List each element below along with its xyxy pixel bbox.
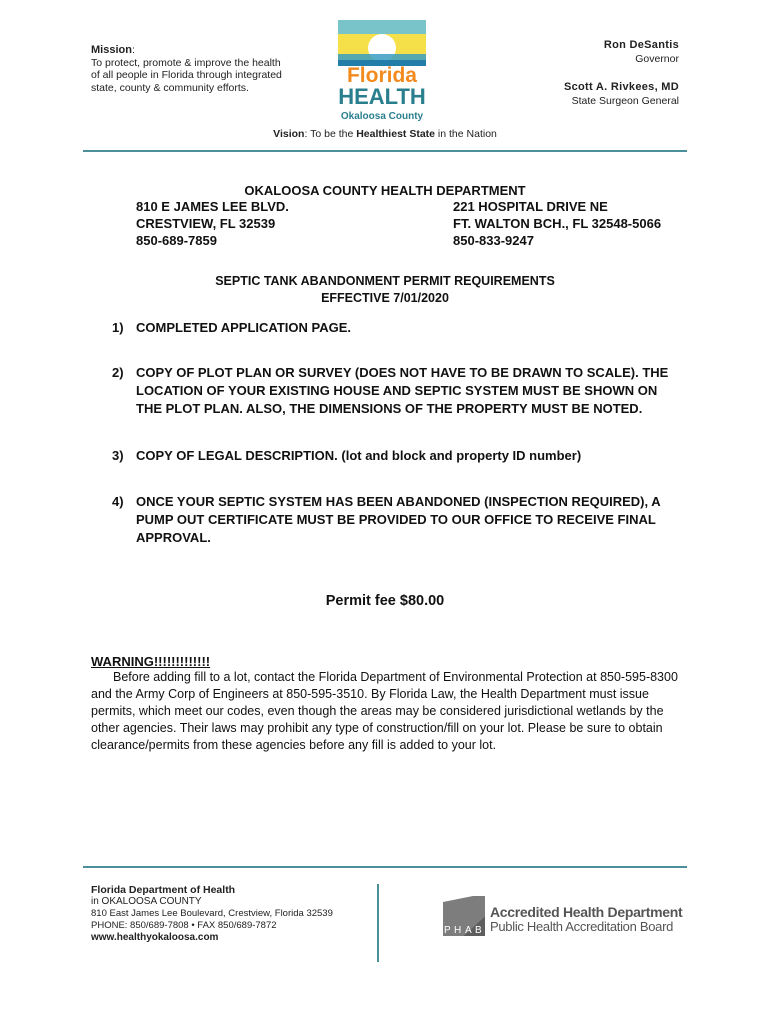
requirement-item	[112, 364, 682, 420]
footer-county: in OKALOOSA COUNTY	[91, 896, 202, 907]
vision-post: in the Nation	[435, 128, 497, 140]
phone-number: 850-689-7859	[136, 233, 217, 248]
address-line: 810 E JAMES LEE BLVD.	[136, 199, 289, 214]
surgeon-general-name: Scott A. Rivkees, MD	[563, 81, 679, 93]
phab-subtitle: Public Health Accreditation Board	[490, 919, 674, 934]
warning-body: Before adding fill to a lot, contact the Florida Department of Environmental Protection at 850-595-8300 and the Army Corp of Engineers at 850-595-3510. By Florida Law, the Health Department must issue permits, which meet our codes, even though the areas may be considered jurisdictional wetlands by the other agencies. Their laws may prohibit any type of construction/fill on your lot. Please be sure to obtain clearance/permits from these agencies before any fill is added to your lot.	[91, 670, 678, 752]
item-number: 2)	[112, 365, 124, 380]
item-number: 4)	[112, 494, 124, 509]
item-number: 1)	[112, 320, 124, 335]
logo-word-county: Okaloosa County	[340, 111, 424, 122]
fort-walton-address	[453, 198, 661, 249]
footer-phone: PHONE: 850/689-7808 • FAX 850/689-7872	[91, 920, 277, 931]
footer-contact	[91, 884, 333, 944]
warning-heading: WARNING!!!!!!!!!!!!!	[91, 654, 211, 669]
mission-statement: Mission: To protect, promote & improve the health of all people in Florida through integrated state, county & community efforts.	[91, 44, 282, 94]
phab-icon	[443, 896, 485, 936]
officials-block	[564, 38, 679, 108]
footer-vertical-divider	[377, 884, 379, 962]
requirements-title	[0, 273, 770, 307]
permit-fee: Permit fee $80.00	[325, 593, 445, 609]
phab-letter: P	[444, 925, 451, 936]
requirement-item	[112, 319, 682, 337]
item-text: COPY OF PLOT PLAN OR SURVEY (DOES NOT HAVE TO BE DRAWN TO SCALE). THE LOCATION OF YOUR EXISTING HOUSE AND SEPTIC SYSTEM MUST BE SHOWN ON THE PLOT PLAN. ALSO, THE DIMENSIONS OF THE PROPERTY MUST BE NOTED.	[136, 365, 669, 416]
surgeon-general-title: State Surgeon General	[571, 95, 679, 107]
effective-date: EFFECTIVE 7/01/2020	[321, 291, 449, 305]
address-line: 221 HOSPITAL DRIVE NE	[453, 199, 608, 214]
address-line: FT. WALTON BCH., FL 32548-5066	[453, 216, 662, 231]
logo-word-health: HEALTH	[338, 84, 426, 109]
crestview-address	[136, 198, 289, 249]
item-text: COMPLETED APPLICATION PAGE.	[136, 320, 351, 335]
header-divider	[83, 150, 687, 152]
phab-title: Accredited Health Department	[490, 904, 683, 920]
requirement-item	[112, 493, 682, 549]
item-number: 3)	[112, 448, 124, 463]
footer-divider	[83, 866, 687, 868]
item-text: COPY OF LEGAL DESCRIPTION. (lot and block and property ID number)	[136, 448, 582, 463]
phab-letter: A	[465, 925, 472, 936]
department-title: OKALOOSA COUNTY HEALTH DEPARTMENT	[244, 183, 526, 198]
governor-name: Ron DeSantis	[603, 39, 679, 51]
phab-letter: H	[454, 925, 462, 936]
footer-org: Florida Department of Health	[91, 884, 236, 896]
governor-title: Governor	[635, 53, 679, 65]
mission-text: To protect, promote & improve the health of all people in Florida through integrated state, county & community efforts.	[91, 56, 282, 94]
vision-bold: Healthiest State	[356, 128, 435, 140]
mission-label: Mission	[91, 44, 132, 56]
vision-label: Vision	[273, 128, 305, 140]
requirements-heading: SEPTIC TANK ABANDONMENT PERMIT REQUIREMENTS	[215, 274, 555, 288]
requirement-item	[112, 447, 682, 465]
logo-word-florida: Florida	[346, 64, 418, 87]
item-text: ONCE YOUR SEPTIC SYSTEM HAS BEEN ABANDONED (INSPECTION REQUIRED), A PUMP OUT CERTIFICATE MUST BE PROVIDED TO OUR OFFICE TO RECEIVE FINAL APPROVAL.	[136, 494, 661, 545]
phab-letter: B	[475, 925, 482, 936]
phone-number: 850-833-9247	[453, 233, 534, 248]
footer-address: 810 East James Lee Boulevard, Crestview, Florida 32539	[91, 908, 333, 919]
vision-statement	[0, 128, 770, 140]
vision-pre: : To be the	[304, 128, 357, 140]
phab-accreditation-logo	[443, 896, 683, 936]
footer-website: www.healthyokaloosa.com	[91, 932, 219, 943]
florida-health-logo	[338, 20, 426, 124]
address-line: CRESTVIEW, FL 32539	[136, 216, 276, 231]
